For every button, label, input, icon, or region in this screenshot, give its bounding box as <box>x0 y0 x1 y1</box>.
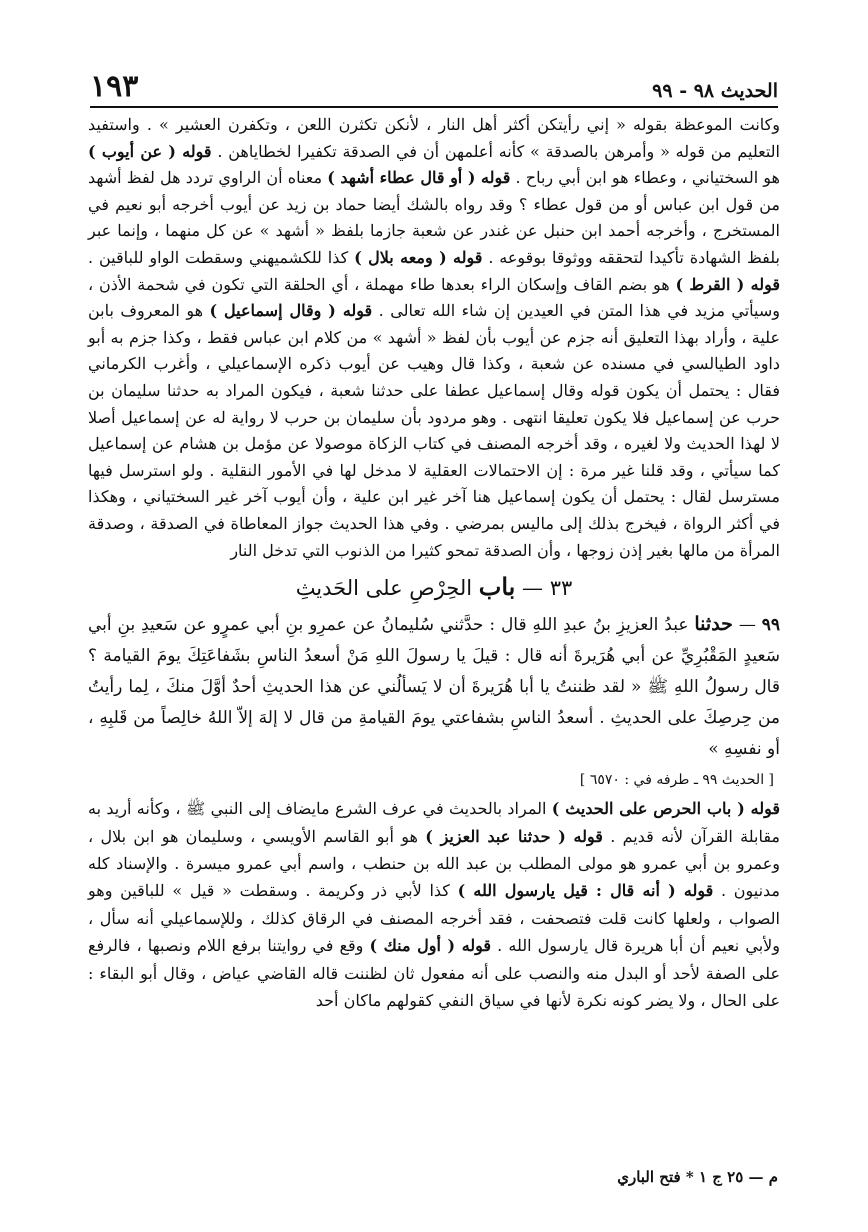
commentary-text: هو أبو القاسم الأويسي ، وسليمان هو ابن بلال ، وعمرو بن أبي عمرو هو مولى المطلب بن عبد الله بن حنطب ، واسم أبي عمرو ميسرة . والإسناد كله مدنيون . <box>88 826 781 901</box>
commentary-keyword: قوله ( أو قال عطاء أشهد ) <box>327 168 511 188</box>
commentary-keyword: قوله ( عن أيوب ) <box>88 141 212 161</box>
hadith-crossref <box>88 769 780 791</box>
running-title: الحديث ٩٨ - ٩٩ <box>652 80 778 102</box>
commentary-text: المراد بالحديث في عرف الشرع مايضاف إلى النبي ﷺ ، وكأنه أريد به مقابلة القرآن لأنه قديم . <box>88 799 781 846</box>
page-header <box>90 58 778 108</box>
commentary-paragraph-2 <box>88 795 780 1014</box>
commentary-keyword: قوله ( حدثنا عبد العزيز ) <box>425 826 603 846</box>
commentary-keyword: قوله ( أول منك ) <box>369 936 492 956</box>
page-footer: م — ٢٥ ج ١ * فتح الباري <box>617 1168 778 1186</box>
commentary-text: كذا لأبي ذر وكريمة . وسقطت « قيل » للباقين وهو الصواب ، ولعلها كانت قلت فتصحفت ، فقد أخرجه المصنف في الرقاق كذلك ، وللإسماعيلي أنه سأل ، ولأبي نعيم أن أبا هريرة قال يارسول الله . <box>88 881 781 956</box>
commentary-text: هو المعروف بابن علية ، وأراد بهذا التعليق أنه جزم عن أيوب بأن لفظ « أشهد » من كلام ابن عباس فقط ، وكذا جزم به أبو داود الطيالسي في مسنده عن شعبة ، وكذا قال وهيب عن أيوب ذكره الإسماعيلي ، وأغرب الكرماني فقال : يحتمل أن يكون قوله وقال إسماعيل عطفا على حدثنا شعبة ، فيكون المراد به حدثنا سليمان بن حرب عن إسماعيل فلا يكون تعليقا انتهى . وهو مردود بأن سليمان بن حرب لا رواية له عن إسماعيل أصلا لا لهذا الحديث ولا لغيره ، وقد أخرجه المصنف في كتاب الزكاة موصولا عن مؤمل بن هشام عن إسماعيل كما سيأتي ، وقد قلنا غير مرة : إن الاحتمالات العقلية لا مدخل لها في الأمور النقلية . ولو استرسل فيها مسترسل لقال : يحتمل أن يكون إسماعيل هنا آخر غير ابن علية ، وأن أيوب آخر غير السختياني ، وهكذا في أكثر الرواة ، فيخرج بذلك إلى ماليس بمرضي . وفي هذا الحديث جواز المعاطاة في الصدقة ، وصدقة المرأة من مالها بغير إذن زوجها ، وأن الصدقة تمحو كثيرا من الذنوب التي تدخل النار <box>88 301 781 560</box>
commentary-keyword: قوله ( باب الحرص على الحديث ) <box>551 799 781 819</box>
page-number: ١٩٣ <box>90 69 139 104</box>
commentary-keyword: قوله ( أنه قال : قيل يارسول الله ) <box>457 881 714 901</box>
commentary-text: هو السختياني ، وعطاء هو ابن أبي رباح . <box>510 168 780 188</box>
commentary-text: وكانت الموعظة بقوله « إني رأيتكن أكثر أهل النار ، لأنكن تكثرن اللعن ، وتكفرن العشير » . واستفيد التعليم من قوله « وأمرهن بالصدقة » كأنه أعلمهن أن في الصدقة تكفيرا لخطاياهن . <box>88 115 780 161</box>
chapter-title: الحِرْصِ على الحَديثِ <box>295 576 473 601</box>
hadith-number: ٩٩ <box>761 615 781 636</box>
page-body <box>88 112 780 1014</box>
chapter-label: باب <box>478 572 516 602</box>
commentary-paragraph-1 <box>88 112 780 564</box>
hadith-body: عبدُ العزيزِ بنُ عبدِ اللهِ قال : حدَّثني سُليمانُ عن عمرِو بنِ أبي عمرٍو عن سَعيدِ بنِ أبي سَعيدٍ المَقْبُرِيِّ عن أبي هُرَيرةَ أنه قال : قيلَ يا رسولَ اللهِ مَنْ أسعدُ الناسِ بشَفاعَتِكَ يومَ القيامة ؟ قال رسولُ اللهِ ﷺ « لقد ظننتُ يا أبا هُرَيرةَ أن لا يَسألُني عن هذا الحديثِ أحدٌ أوَّلَ منكَ ، لِما رأيتُ من حِرصِكَ على الحديثِ . أسعدُ الناسِ بشفاعتي يومَ القيامةِ من قال لا إلهَ إلاّ اللهُ خالِصاً من قَلبِهِ ، أو نفسِهِ » <box>88 615 780 760</box>
chapter-heading: ٣٣ — باب الحِرْصِ على الحَديثِ <box>295 572 573 602</box>
chapter-number: ٣٣ <box>549 576 573 601</box>
hadith-text: ٩٩ — حدثنا عبدُ العزيزِ بنُ عبدِ اللهِ قال : حدَّثني سُليمانُ عن عمرِو بنِ أبي عمرٍو عن سَعيدِ بنِ أبي سَعيدٍ المَقْبُرِيِّ عن أبي هُرَيرةَ أنه قال : قيلَ يا رسولَ اللهِ مَنْ أسعدُ الناسِ بشَفاعَتِكَ يومَ القيامة ؟ قال رسولُ اللهِ ﷺ « لقد ظننتُ يا أبا هُرَيرةَ أن لا يَسألُني عن هذا الحديثِ أحدٌ أوَّلَ منكَ ، لِما رأيتُ من حِرصِكَ على الحديثِ . أسعدُ الناسِ بشفاعتي يومَ القيامةِ من قال لا إلهَ إلاّ اللهُ خالِصاً من قَلبِهِ ، أو نفسِهِ » <box>88 613 781 760</box>
hadith-lead-word: حدثنا <box>694 613 733 636</box>
commentary-text: معناه أن الراوي تردد هل لفظ أشهد من قول ابن عباس أو من قول عطاء ؟ وقد رواه بالشك أيضا حماد بن زيد عن أيوب أخرجه أبو نعيم في المستخرج ، وأخرجه أحمد ابن حنبل عن غندر عن شعبة جازما بلفظ « أشهد » عن كل منهما ، وإنما عبر بلفظ الشهادة تأكيدا لتحققه ووثوقا بوقوعه . <box>88 168 781 267</box>
commentary-keyword: قوله ( وقال إسماعيل ) <box>209 301 373 321</box>
commentary-keyword: قوله ( ومعه بلال ) <box>354 247 483 267</box>
commentary-text: هو بضم القاف وإسكان الراء بعدها طاء مهملة ، أي الحلقة التي تكون في شحمة الأذن ، وسيأتي مزيد في هذا المتن في العيدين إن شاء الله تعالى . <box>88 274 781 321</box>
commentary-keyword: قوله ( القرط ) <box>675 274 781 294</box>
commentary-text: كذا للكشميهني وسقطت الواو للباقين . <box>88 247 355 267</box>
commentary-text: وقع في روايتنا برفع اللام ونصبها ، فالرفع على الصفة لأحد أو البدل منه والنصب على أنه مفعول ثان لظننت قاله القاضي عياض ، وقال أبو البقاء : على الحال ، ولا يضر كونه نكرة لأنها في سياق النفي كقولهم ماكان أحد <box>88 936 780 1010</box>
crossref-text: [ الحديث ٩٩ ـ طرفه في : ٦٥٧٠ ] <box>579 772 774 789</box>
